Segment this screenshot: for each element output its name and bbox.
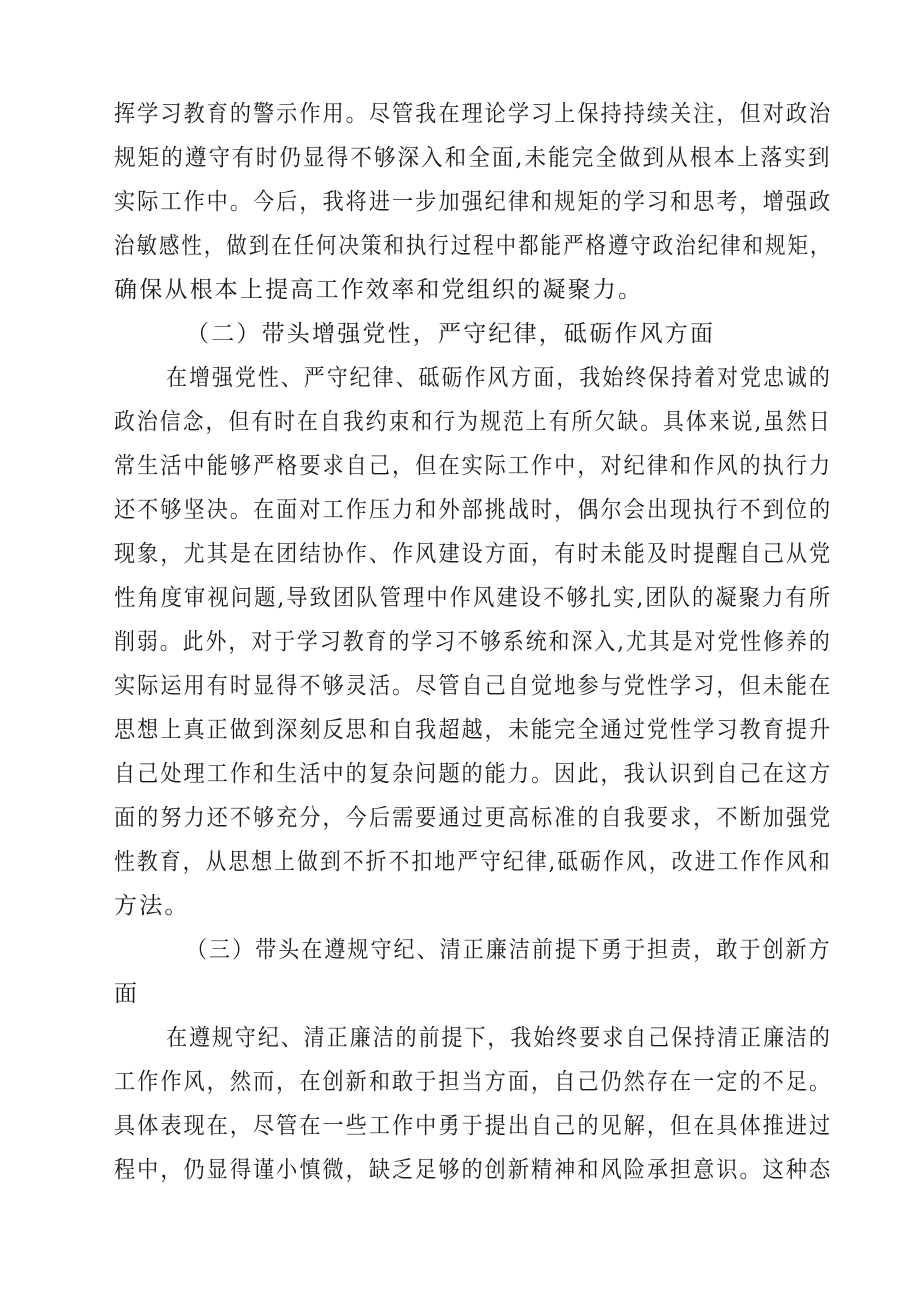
- paragraph-line: 在遵规守纪、清正廉洁的前提下，我始终要求自己保持清正廉洁的: [166, 1025, 832, 1051]
- section-heading: （二）带头增强党性，严守纪律，砥砺作风方面: [186, 321, 716, 347]
- paragraph-line: 规矩的遵守有时仍显得不够深入和全面,未能完全做到从根本上落实到: [114, 145, 832, 171]
- paragraph-line: 确保从根本上提高工作效率和党组织的凝聚力。: [114, 277, 644, 303]
- section-heading: （三）带头在遵规守纪、清正廉洁前提下勇于担责，敢于创新方: [186, 937, 832, 963]
- paragraph-line: 程中，仍显得谨小慎微，缺乏足够的创新精神和风险承担意识。这种态: [114, 1157, 833, 1183]
- paragraph-line: 挥学习教育的警示作用。尽管我在理论学习上保持持续关注，但对政治: [114, 101, 833, 127]
- paragraph-line: 现象，尤其是在团结协作、作风建设方面，有时未能及时提醒自己从党: [114, 541, 833, 567]
- paragraph-line: 自己处理工作和生活中的复杂问题的能力。因此，我认识到自己在这方: [114, 761, 833, 787]
- paragraph-line: 思想上真正做到深刻反思和自我超越，未能完全通过党性学习教育提升: [114, 717, 833, 743]
- paragraph-line: 实际运用有时显得不够灵活。尽管自己自觉地参与党性学习，但未能在: [114, 673, 833, 699]
- paragraph-line: 性教育，从思想上做到不折不扣地严守纪律,砥砺作风，改进工作作风和: [114, 849, 832, 875]
- paragraph-line: 在增强党性、严守纪律、砥砺作风方面，我始终保持着对党忠诚的: [166, 365, 832, 391]
- paragraph-line: 削弱。此外，对于学习教育的学习不够系统和深入,尤其是对党性修养的: [114, 629, 832, 655]
- paragraph-line: 治敏感性，做到在任何决策和执行过程中都能严格遵守政治纪律和规矩，: [114, 233, 833, 259]
- paragraph-line: 实际工作中。今后，我将进一步加强纪律和规矩的学习和思考，增强政: [114, 189, 833, 215]
- paragraph-line: 方法。: [114, 893, 190, 919]
- paragraph-line: 常生活中能够严格要求自己，但在实际工作中，对纪律和作风的执行力: [114, 453, 833, 479]
- paragraph-line: 面的努力还不够充分，今后需要通过更高标准的自我要求，不断加强党: [114, 805, 833, 831]
- paragraph-line: 具体表现在，尽管在一些工作中勇于提出自己的见解，但在具体推进过: [114, 1113, 833, 1139]
- paragraph-line: 工作作风，然而，在创新和敢于担当方面，自己仍然存在一定的不足。: [114, 1069, 833, 1095]
- section-heading: 面: [114, 981, 140, 1007]
- paragraph-line: 性角度审视问题,导致团队管理中作风建设不够扎实,团队的凝聚力有所: [114, 585, 833, 611]
- paragraph-line: 政治信念，但有时在自我约束和行为规范上有所欠缺。具体来说,虽然日: [114, 409, 832, 435]
- paragraph-line: 还不够坚决。在面对工作压力和外部挑战时，偶尔会出现执行不到位的: [114, 497, 833, 523]
